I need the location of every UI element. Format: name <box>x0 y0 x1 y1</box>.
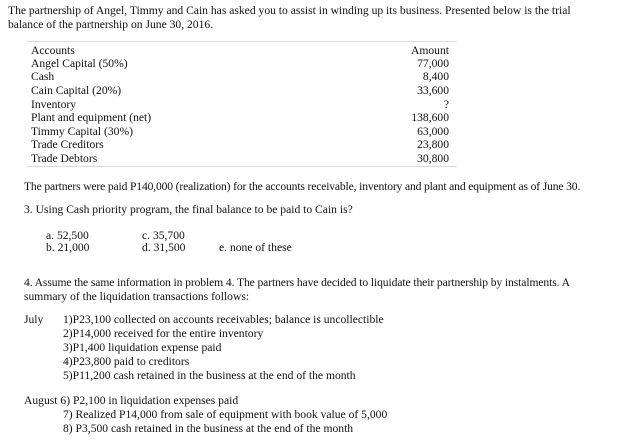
table-row-account: Inventory <box>31 98 77 111</box>
july-item: 4)P23,800 paid to creditors <box>63 355 190 368</box>
question-4-line-2: summary of the liquidation transactions follows: <box>24 290 250 303</box>
table-row-account: Angel Capital (50%) <box>31 57 128 70</box>
question-4-line-1: 4. Assume the same information in problem 4. The partners have decided to liquidate their partnership by instalments. A <box>24 276 570 289</box>
table-row-amount: 33,600 <box>417 84 449 97</box>
table-header-amount: Amount <box>410 44 449 57</box>
table-row-amount: 8,400 <box>422 70 449 83</box>
august-line: August 6) P2,100 in liquidation expenses paid <box>24 394 239 407</box>
table-header-accounts: Accounts <box>31 44 75 57</box>
paid-note: The partners were paid P140,000 (realization) for the accounts receivable, inventory and plant and equipment as of June 30. <box>24 180 581 193</box>
question-3: 3. Using Cash priority program, the final balance to be paid to Cain is? <box>24 203 353 216</box>
table-row-amount: 138,600 <box>411 111 449 124</box>
july-label: July <box>24 313 44 326</box>
table-row-account: Plant and equipment (net) <box>31 111 152 124</box>
table-row-account: Timmy Capital (30%) <box>31 125 133 138</box>
table-row-account: Cash <box>31 70 55 83</box>
july-item: 1)P23,100 collected on accounts receivables; balance is uncollectible <box>63 313 384 326</box>
july-item: 5)P11,200 cash retained in the business at the end of the month <box>63 369 356 382</box>
q3-option-b: b. 21,000 <box>46 241 90 254</box>
august-item: 8) P3,500 cash retained in the business at the end of the month <box>63 422 354 435</box>
q3-option-e: e. none of these <box>219 241 292 254</box>
table-row-amount: 30,800 <box>417 152 449 165</box>
intro-line-1: The partnership of Angel, Timmy and Cain has asked you to assist in winding up its business. Presented below is the trial <box>8 4 571 17</box>
august-item: 7) Realized P14,000 from sale of equipment with book value of 5,000 <box>63 408 388 421</box>
q3-option-a: a. 52,500 <box>46 229 89 242</box>
table-row-account: Trade Creditors <box>31 138 104 151</box>
table-row-account: Cain Capital (20%) <box>31 84 122 97</box>
intro-line-2: balance of the partnership on June 30, 2016. <box>8 18 214 31</box>
table-row-amount: ? <box>443 98 449 111</box>
q3-option-d: d. 31,500 <box>142 241 186 254</box>
q3-option-c: c. 35,700 <box>142 229 185 242</box>
july-item: 2)P14,000 received for the entire inventory <box>63 327 264 340</box>
table-row-amount: 77,000 <box>417 57 449 70</box>
july-item: 3)P1,400 liquidation expense paid <box>63 341 222 354</box>
table-row-account: Trade Debtors <box>31 152 98 165</box>
table-row-amount: 23,800 <box>417 138 449 151</box>
table-row-amount: 63,000 <box>417 125 449 138</box>
